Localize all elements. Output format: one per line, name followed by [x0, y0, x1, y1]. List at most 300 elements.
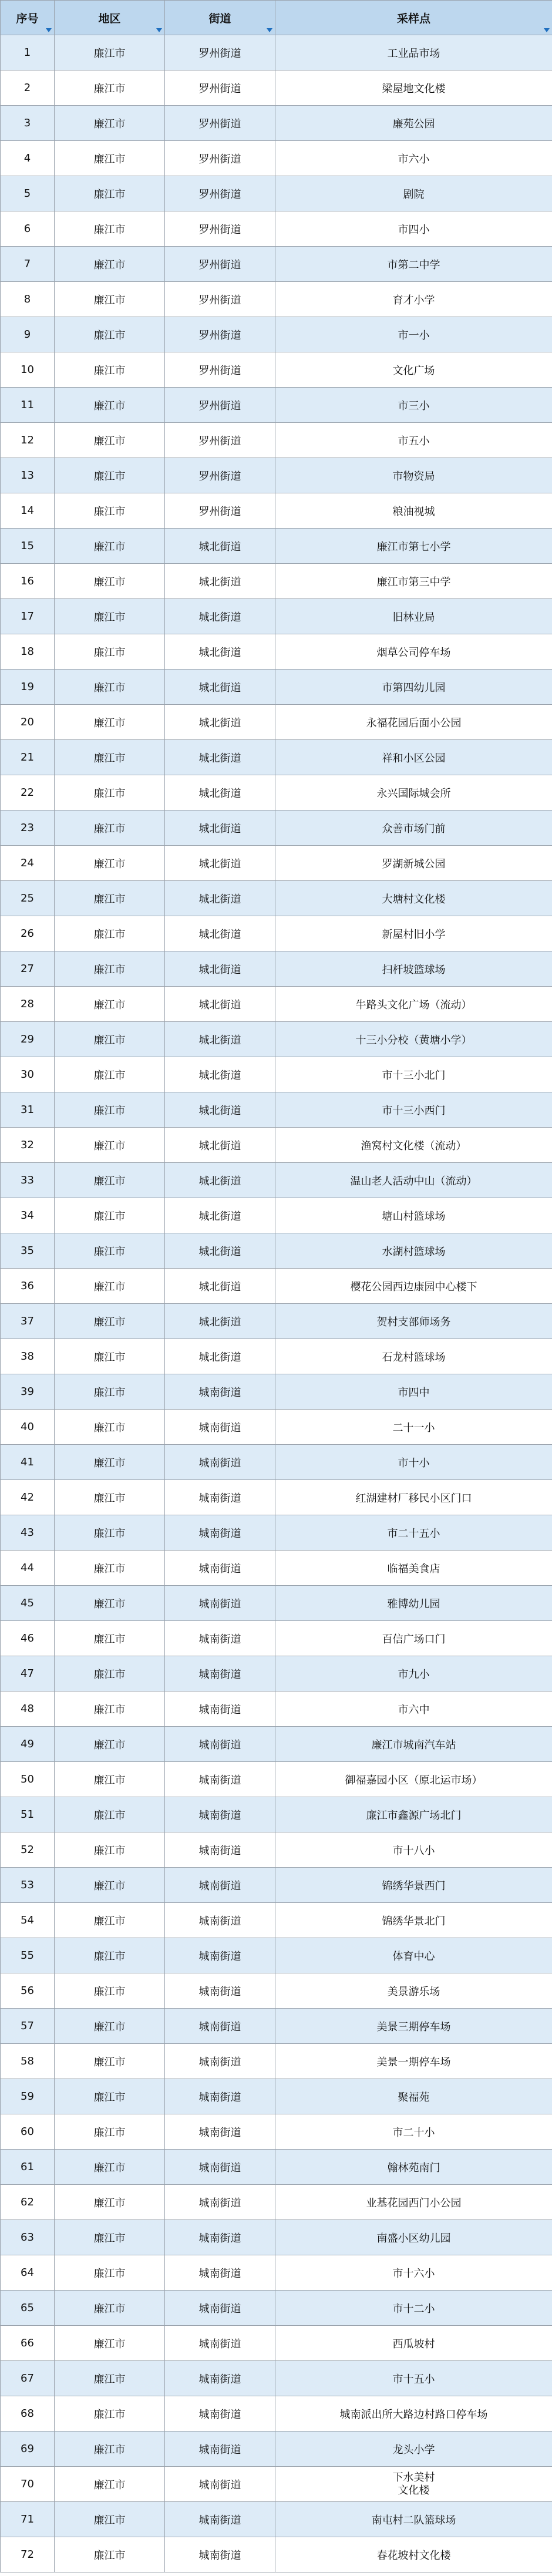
cell-area[interactable]: 廉江市: [55, 951, 165, 987]
cell-site[interactable]: 市四中: [275, 1374, 552, 1410]
cell-index[interactable]: 41: [1, 1445, 55, 1480]
cell-area[interactable]: 廉江市: [55, 1304, 165, 1339]
cell-site[interactable]: 粮油视城: [275, 493, 552, 529]
cell-index[interactable]: 26: [1, 916, 55, 951]
cell-street[interactable]: 城北街道: [165, 1163, 275, 1198]
cell-site[interactable]: 永福花园后面小公园: [275, 705, 552, 740]
cell-index[interactable]: 3: [1, 106, 55, 141]
cell-street[interactable]: 城南街道: [165, 1868, 275, 1903]
cell-site[interactable]: 市三小: [275, 388, 552, 423]
cell-area[interactable]: 廉江市: [55, 1515, 165, 1551]
cell-area[interactable]: 廉江市: [55, 1973, 165, 2009]
cell-area[interactable]: 廉江市: [55, 599, 165, 634]
cell-area[interactable]: 廉江市: [55, 564, 165, 599]
cell-index[interactable]: 38: [1, 1339, 55, 1374]
cell-site[interactable]: 市九小: [275, 1656, 552, 1691]
cell-area[interactable]: 廉江市: [55, 1092, 165, 1128]
cell-street[interactable]: 城南街道: [165, 1515, 275, 1551]
cell-street[interactable]: 城南街道: [165, 1832, 275, 1868]
cell-street[interactable]: 罗州街道: [165, 458, 275, 493]
cell-index[interactable]: 47: [1, 1656, 55, 1691]
header-index[interactable]: [1, 1, 55, 35]
cell-site[interactable]: 渔窝村文化楼（流动）: [275, 1128, 552, 1163]
cell-site[interactable]: 廉江市第七小学: [275, 529, 552, 564]
cell-area[interactable]: 廉江市: [55, 1163, 165, 1198]
cell-area[interactable]: 廉江市: [55, 2009, 165, 2044]
cell-street[interactable]: 城南街道: [165, 2502, 275, 2537]
cell-index[interactable]: 72: [1, 2537, 55, 2572]
cell-street[interactable]: 城北街道: [165, 846, 275, 881]
cell-site[interactable]: 市十小: [275, 1445, 552, 1480]
cell-area[interactable]: 廉江市: [55, 2396, 165, 2432]
cell-index[interactable]: 71: [1, 2502, 55, 2537]
cell-site[interactable]: 龙头小学: [275, 2432, 552, 2467]
cell-area[interactable]: 廉江市: [55, 634, 165, 670]
cell-index[interactable]: 2: [1, 70, 55, 106]
cell-area[interactable]: 廉江市: [55, 423, 165, 458]
cell-index[interactable]: 52: [1, 1832, 55, 1868]
cell-area[interactable]: 廉江市: [55, 247, 165, 282]
cell-street[interactable]: 城南街道: [165, 2291, 275, 2326]
cell-site[interactable]: 育才小学: [275, 282, 552, 317]
cell-street[interactable]: 城北街道: [165, 599, 275, 634]
cell-area[interactable]: 廉江市: [55, 2291, 165, 2326]
cell-area[interactable]: 廉江市: [55, 1797, 165, 1832]
cell-site[interactable]: 扫杆坡篮球场: [275, 951, 552, 987]
cell-street[interactable]: 城南街道: [165, 1445, 275, 1480]
cell-street[interactable]: 罗州街道: [165, 35, 275, 70]
cell-area[interactable]: 廉江市: [55, 2114, 165, 2150]
filter-dropdown-icon[interactable]: [46, 28, 52, 32]
cell-street[interactable]: 城南街道: [165, 1551, 275, 1586]
cell-street[interactable]: 城南街道: [165, 2255, 275, 2291]
cell-index[interactable]: 33: [1, 1163, 55, 1198]
cell-site[interactable]: 御福嘉园小区（原北运市场）: [275, 1762, 552, 1797]
cell-area[interactable]: 廉江市: [55, 1903, 165, 1938]
cell-area[interactable]: 廉江市: [55, 1480, 165, 1515]
cell-area[interactable]: 廉江市: [55, 987, 165, 1022]
cell-street[interactable]: 城南街道: [165, 2185, 275, 2220]
cell-index[interactable]: 65: [1, 2291, 55, 2326]
cell-index[interactable]: 4: [1, 141, 55, 176]
cell-site[interactable]: 众善市场门前: [275, 811, 552, 846]
cell-area[interactable]: 廉江市: [55, 529, 165, 564]
cell-index[interactable]: 55: [1, 1938, 55, 1973]
cell-index[interactable]: 18: [1, 634, 55, 670]
cell-index[interactable]: 21: [1, 740, 55, 775]
cell-area[interactable]: 廉江市: [55, 1022, 165, 1057]
cell-index[interactable]: 46: [1, 1621, 55, 1656]
cell-site[interactable]: 下水美村 文化楼: [275, 2467, 552, 2502]
cell-area[interactable]: 廉江市: [55, 493, 165, 529]
cell-index[interactable]: 56: [1, 1973, 55, 2009]
cell-site[interactable]: 牛路头文化广场（流动）: [275, 987, 552, 1022]
cell-area[interactable]: 廉江市: [55, 458, 165, 493]
cell-site[interactable]: 市一小: [275, 317, 552, 352]
cell-index[interactable]: 31: [1, 1092, 55, 1128]
cell-index[interactable]: 7: [1, 247, 55, 282]
cell-site[interactable]: 市二十小: [275, 2114, 552, 2150]
cell-index[interactable]: 58: [1, 2044, 55, 2079]
cell-street[interactable]: 城南街道: [165, 1903, 275, 1938]
cell-street[interactable]: 城南街道: [165, 1410, 275, 1445]
cell-street[interactable]: 罗州街道: [165, 493, 275, 529]
cell-street[interactable]: 罗州街道: [165, 211, 275, 247]
cell-street[interactable]: 城南街道: [165, 2432, 275, 2467]
cell-area[interactable]: 廉江市: [55, 2079, 165, 2114]
cell-index[interactable]: 12: [1, 423, 55, 458]
cell-area[interactable]: 廉江市: [55, 846, 165, 881]
cell-area[interactable]: 廉江市: [55, 70, 165, 106]
cell-area[interactable]: 廉江市: [55, 211, 165, 247]
cell-index[interactable]: 40: [1, 1410, 55, 1445]
cell-site[interactable]: 锦绣华景北门: [275, 1903, 552, 1938]
cell-index[interactable]: 44: [1, 1551, 55, 1586]
cell-street[interactable]: 罗州街道: [165, 352, 275, 388]
cell-street[interactable]: 城南街道: [165, 2009, 275, 2044]
cell-area[interactable]: 廉江市: [55, 141, 165, 176]
cell-index[interactable]: 16: [1, 564, 55, 599]
cell-index[interactable]: 62: [1, 2185, 55, 2220]
cell-site[interactable]: 廉江市第三中学: [275, 564, 552, 599]
cell-index[interactable]: 60: [1, 2114, 55, 2150]
cell-area[interactable]: 廉江市: [55, 2255, 165, 2291]
cell-street[interactable]: 罗州街道: [165, 423, 275, 458]
cell-area[interactable]: 廉江市: [55, 1057, 165, 1092]
cell-site[interactable]: 雅博幼儿园: [275, 1586, 552, 1621]
cell-street[interactable]: 城南街道: [165, 1656, 275, 1691]
cell-area[interactable]: 廉江市: [55, 740, 165, 775]
cell-area[interactable]: 廉江市: [55, 35, 165, 70]
cell-area[interactable]: 廉江市: [55, 2185, 165, 2220]
cell-index[interactable]: 14: [1, 493, 55, 529]
cell-site[interactable]: 祥和小区公园: [275, 740, 552, 775]
cell-site[interactable]: 市十六小: [275, 2255, 552, 2291]
cell-street[interactable]: 罗州街道: [165, 70, 275, 106]
cell-street[interactable]: 城北街道: [165, 951, 275, 987]
filter-dropdown-icon[interactable]: [156, 28, 162, 32]
cell-street[interactable]: 城北街道: [165, 705, 275, 740]
cell-street[interactable]: 城北街道: [165, 1304, 275, 1339]
cell-index[interactable]: 68: [1, 2396, 55, 2432]
cell-index[interactable]: 53: [1, 1868, 55, 1903]
header-site[interactable]: [275, 1, 552, 35]
cell-index[interactable]: 51: [1, 1797, 55, 1832]
cell-index[interactable]: 70: [1, 2467, 55, 2502]
cell-area[interactable]: 廉江市: [55, 1691, 165, 1727]
cell-street[interactable]: 城南街道: [165, 2396, 275, 2432]
cell-index[interactable]: 36: [1, 1269, 55, 1304]
cell-index[interactable]: 37: [1, 1304, 55, 1339]
cell-street[interactable]: 罗州街道: [165, 317, 275, 352]
cell-index[interactable]: 6: [1, 211, 55, 247]
cell-site[interactable]: 罗湖新城公园: [275, 846, 552, 881]
cell-site[interactable]: 市六中: [275, 1691, 552, 1727]
cell-area[interactable]: 廉江市: [55, 775, 165, 811]
cell-street[interactable]: 罗州街道: [165, 176, 275, 211]
cell-area[interactable]: 廉江市: [55, 2502, 165, 2537]
cell-street[interactable]: 城北街道: [165, 775, 275, 811]
cell-site[interactable]: 临福美食店: [275, 1551, 552, 1586]
filter-dropdown-icon[interactable]: [544, 28, 550, 32]
header-street[interactable]: [165, 1, 275, 35]
cell-index[interactable]: 48: [1, 1691, 55, 1727]
cell-index[interactable]: 24: [1, 846, 55, 881]
cell-street[interactable]: 城北街道: [165, 670, 275, 705]
cell-index[interactable]: 49: [1, 1727, 55, 1762]
cell-index[interactable]: 69: [1, 2432, 55, 2467]
cell-area[interactable]: 廉江市: [55, 1445, 165, 1480]
cell-site[interactable]: 贺村支部师场务: [275, 1304, 552, 1339]
cell-area[interactable]: 廉江市: [55, 1656, 165, 1691]
cell-area[interactable]: 廉江市: [55, 916, 165, 951]
cell-index[interactable]: 15: [1, 529, 55, 564]
cell-index[interactable]: 54: [1, 1903, 55, 1938]
cell-site[interactable]: 剧院: [275, 176, 552, 211]
cell-index[interactable]: 64: [1, 2255, 55, 2291]
cell-site[interactable]: 百信广场口门: [275, 1621, 552, 1656]
cell-index[interactable]: 30: [1, 1057, 55, 1092]
cell-index[interactable]: 57: [1, 2009, 55, 2044]
cell-index[interactable]: 43: [1, 1515, 55, 1551]
cell-area[interactable]: 廉江市: [55, 2326, 165, 2361]
cell-area[interactable]: 廉江市: [55, 1727, 165, 1762]
cell-street[interactable]: 城北街道: [165, 1128, 275, 1163]
cell-site[interactable]: 市二十五小: [275, 1515, 552, 1551]
cell-area[interactable]: 廉江市: [55, 1128, 165, 1163]
cell-street[interactable]: 城北街道: [165, 916, 275, 951]
cell-index[interactable]: 8: [1, 282, 55, 317]
cell-site[interactable]: 翰林苑南门: [275, 2150, 552, 2185]
cell-site[interactable]: 梁屋地文化楼: [275, 70, 552, 106]
cell-index[interactable]: 17: [1, 599, 55, 634]
cell-street[interactable]: 城南街道: [165, 2361, 275, 2396]
cell-site[interactable]: 新屋村旧小学: [275, 916, 552, 951]
cell-area[interactable]: 廉江市: [55, 1762, 165, 1797]
cell-street[interactable]: 城南街道: [165, 2044, 275, 2079]
cell-street[interactable]: 城南街道: [165, 2326, 275, 2361]
cell-site[interactable]: 市十三小西门: [275, 1092, 552, 1128]
cell-street[interactable]: 城南街道: [165, 1621, 275, 1656]
cell-street[interactable]: 城南街道: [165, 1691, 275, 1727]
cell-index[interactable]: 42: [1, 1480, 55, 1515]
cell-index[interactable]: 27: [1, 951, 55, 987]
cell-site[interactable]: 市十二小: [275, 2291, 552, 2326]
cell-site[interactable]: 市第四幼儿园: [275, 670, 552, 705]
cell-area[interactable]: 廉江市: [55, 388, 165, 423]
cell-site[interactable]: 大塘村文化楼: [275, 881, 552, 916]
cell-index[interactable]: 63: [1, 2220, 55, 2255]
cell-index[interactable]: 59: [1, 2079, 55, 2114]
cell-area[interactable]: 廉江市: [55, 1233, 165, 1269]
filter-dropdown-icon[interactable]: [267, 28, 272, 32]
header-area[interactable]: [55, 1, 165, 35]
cell-area[interactable]: 廉江市: [55, 106, 165, 141]
cell-site[interactable]: 市十三小北门: [275, 1057, 552, 1092]
cell-area[interactable]: 廉江市: [55, 1198, 165, 1233]
cell-site[interactable]: 红湖建材厂移民小区门口: [275, 1480, 552, 1515]
cell-index[interactable]: 29: [1, 1022, 55, 1057]
cell-street[interactable]: 城北街道: [165, 811, 275, 846]
cell-area[interactable]: 廉江市: [55, 1374, 165, 1410]
cell-area[interactable]: 廉江市: [55, 2467, 165, 2502]
cell-street[interactable]: 城南街道: [165, 1586, 275, 1621]
cell-site[interactable]: 南盛小区幼儿园: [275, 2220, 552, 2255]
cell-street[interactable]: 城北街道: [165, 1233, 275, 1269]
cell-street[interactable]: 罗州街道: [165, 282, 275, 317]
cell-site[interactable]: 樱花公园西边康园中心楼下: [275, 1269, 552, 1304]
cell-area[interactable]: 廉江市: [55, 1621, 165, 1656]
cell-site[interactable]: 春花坡村文化楼: [275, 2537, 552, 2572]
cell-site[interactable]: 工业品市场: [275, 35, 552, 70]
cell-index[interactable]: 67: [1, 2361, 55, 2396]
cell-street[interactable]: 城北街道: [165, 634, 275, 670]
cell-site[interactable]: 市第二中学: [275, 247, 552, 282]
cell-index[interactable]: 1: [1, 35, 55, 70]
cell-site[interactable]: 体育中心: [275, 1938, 552, 1973]
cell-site[interactable]: 美景一期停车场: [275, 2044, 552, 2079]
cell-area[interactable]: 廉江市: [55, 2220, 165, 2255]
cell-street[interactable]: 城南街道: [165, 2467, 275, 2502]
cell-area[interactable]: 廉江市: [55, 1339, 165, 1374]
cell-site[interactable]: 锦绣华景西门: [275, 1868, 552, 1903]
cell-area[interactable]: 廉江市: [55, 1410, 165, 1445]
cell-area[interactable]: 廉江市: [55, 2150, 165, 2185]
cell-area[interactable]: 廉江市: [55, 2537, 165, 2572]
cell-area[interactable]: 廉江市: [55, 2432, 165, 2467]
cell-index[interactable]: 28: [1, 987, 55, 1022]
cell-area[interactable]: 廉江市: [55, 1269, 165, 1304]
cell-street[interactable]: 城北街道: [165, 1339, 275, 1374]
cell-street[interactable]: 城北街道: [165, 1269, 275, 1304]
cell-street[interactable]: 城北街道: [165, 529, 275, 564]
cell-site[interactable]: 烟草公司停车场: [275, 634, 552, 670]
cell-street[interactable]: 城北街道: [165, 881, 275, 916]
cell-street[interactable]: 城北街道: [165, 564, 275, 599]
cell-street[interactable]: 城南街道: [165, 2537, 275, 2572]
cell-area[interactable]: 廉江市: [55, 1586, 165, 1621]
cell-index[interactable]: 19: [1, 670, 55, 705]
cell-street[interactable]: 罗州街道: [165, 106, 275, 141]
cell-street[interactable]: 城南街道: [165, 1973, 275, 2009]
cell-index[interactable]: 9: [1, 317, 55, 352]
cell-site[interactable]: 美景三期停车场: [275, 2009, 552, 2044]
cell-site[interactable]: 市十五小: [275, 2361, 552, 2396]
cell-street[interactable]: 城南街道: [165, 2079, 275, 2114]
cell-area[interactable]: 廉江市: [55, 881, 165, 916]
cell-street[interactable]: 城南街道: [165, 1480, 275, 1515]
cell-area[interactable]: 廉江市: [55, 1868, 165, 1903]
cell-site[interactable]: 文化广场: [275, 352, 552, 388]
cell-site[interactable]: 市十八小: [275, 1832, 552, 1868]
cell-site[interactable]: 二十一小: [275, 1410, 552, 1445]
cell-index[interactable]: 35: [1, 1233, 55, 1269]
cell-site[interactable]: 旧林业局: [275, 599, 552, 634]
cell-street[interactable]: 城北街道: [165, 987, 275, 1022]
cell-area[interactable]: 廉江市: [55, 176, 165, 211]
cell-site[interactable]: 塘山村篮球场: [275, 1198, 552, 1233]
cell-site[interactable]: 水湖村篮球场: [275, 1233, 552, 1269]
cell-area[interactable]: 廉江市: [55, 811, 165, 846]
cell-index[interactable]: 32: [1, 1128, 55, 1163]
cell-area[interactable]: 廉江市: [55, 2361, 165, 2396]
cell-street[interactable]: 城北街道: [165, 740, 275, 775]
cell-street[interactable]: 城南街道: [165, 1374, 275, 1410]
cell-area[interactable]: 廉江市: [55, 282, 165, 317]
table-row: [1, 1269, 552, 1304]
cell-site[interactable]: 市六小: [275, 141, 552, 176]
cell-area[interactable]: 廉江市: [55, 1938, 165, 1973]
cell-site[interactable]: 市物资局: [275, 458, 552, 493]
cell-index[interactable]: 34: [1, 1198, 55, 1233]
cell-area[interactable]: 廉江市: [55, 670, 165, 705]
cell-street[interactable]: 城南街道: [165, 1762, 275, 1797]
cell-site[interactable]: 西瓜坡村: [275, 2326, 552, 2361]
cell-site[interactable]: 市五小: [275, 423, 552, 458]
cell-index[interactable]: 11: [1, 388, 55, 423]
cell-area[interactable]: 廉江市: [55, 352, 165, 388]
cell-site[interactable]: 温山老人活动中山（流动）: [275, 1163, 552, 1198]
cell-index[interactable]: 22: [1, 775, 55, 811]
cell-index[interactable]: 23: [1, 811, 55, 846]
cell-index[interactable]: 50: [1, 1762, 55, 1797]
cell-street[interactable]: 城南街道: [165, 1938, 275, 1973]
cell-street[interactable]: 城南街道: [165, 1797, 275, 1832]
cell-area[interactable]: 廉江市: [55, 2044, 165, 2079]
cell-street[interactable]: 城北街道: [165, 1092, 275, 1128]
cell-street[interactable]: 罗州街道: [165, 247, 275, 282]
cell-index[interactable]: 5: [1, 176, 55, 211]
cell-index[interactable]: 10: [1, 352, 55, 388]
cell-area[interactable]: 廉江市: [55, 1551, 165, 1586]
cell-site[interactable]: 城南派出所大路边村路口停车场: [275, 2396, 552, 2432]
table-row: [1, 811, 552, 846]
cell-street[interactable]: 城北街道: [165, 1198, 275, 1233]
cell-index[interactable]: 45: [1, 1586, 55, 1621]
cell-site[interactable]: 市四小: [275, 211, 552, 247]
cell-site[interactable]: 美景游乐场: [275, 1973, 552, 2009]
cell-street[interactable]: 城北街道: [165, 1057, 275, 1092]
cell-area[interactable]: 廉江市: [55, 317, 165, 352]
cell-street[interactable]: 城南街道: [165, 2150, 275, 2185]
cell-street[interactable]: 城南街道: [165, 2220, 275, 2255]
cell-site[interactable]: 南屯村二队篮球场: [275, 2502, 552, 2537]
cell-street[interactable]: 城南街道: [165, 1727, 275, 1762]
cell-index[interactable]: 61: [1, 2150, 55, 2185]
cell-site[interactable]: 石龙村篮球场: [275, 1339, 552, 1374]
cell-index[interactable]: 39: [1, 1374, 55, 1410]
cell-area[interactable]: 廉江市: [55, 705, 165, 740]
cell-site[interactable]: 业基花园西门小公园: [275, 2185, 552, 2220]
cell-site[interactable]: 十三小分校（黄塘小学）: [275, 1022, 552, 1057]
cell-street[interactable]: 罗州街道: [165, 388, 275, 423]
cell-street[interactable]: 罗州街道: [165, 141, 275, 176]
header-index-label: 序号: [16, 12, 39, 25]
cell-index[interactable]: 13: [1, 458, 55, 493]
cell-index[interactable]: 66: [1, 2326, 55, 2361]
cell-street[interactable]: 城北街道: [165, 1022, 275, 1057]
cell-index[interactable]: 25: [1, 881, 55, 916]
table-row: [1, 423, 552, 458]
cell-site[interactable]: 聚福苑: [275, 2079, 552, 2114]
cell-site[interactable]: 廉江市城南汽车站: [275, 1727, 552, 1762]
cell-site[interactable]: 廉苑公园: [275, 106, 552, 141]
cell-area[interactable]: 廉江市: [55, 1832, 165, 1868]
cell-site[interactable]: 永兴国际城会所: [275, 775, 552, 811]
cell-site[interactable]: 廉江市鑫源广场北门: [275, 1797, 552, 1832]
cell-street[interactable]: 城南街道: [165, 2114, 275, 2150]
cell-index[interactable]: 20: [1, 705, 55, 740]
